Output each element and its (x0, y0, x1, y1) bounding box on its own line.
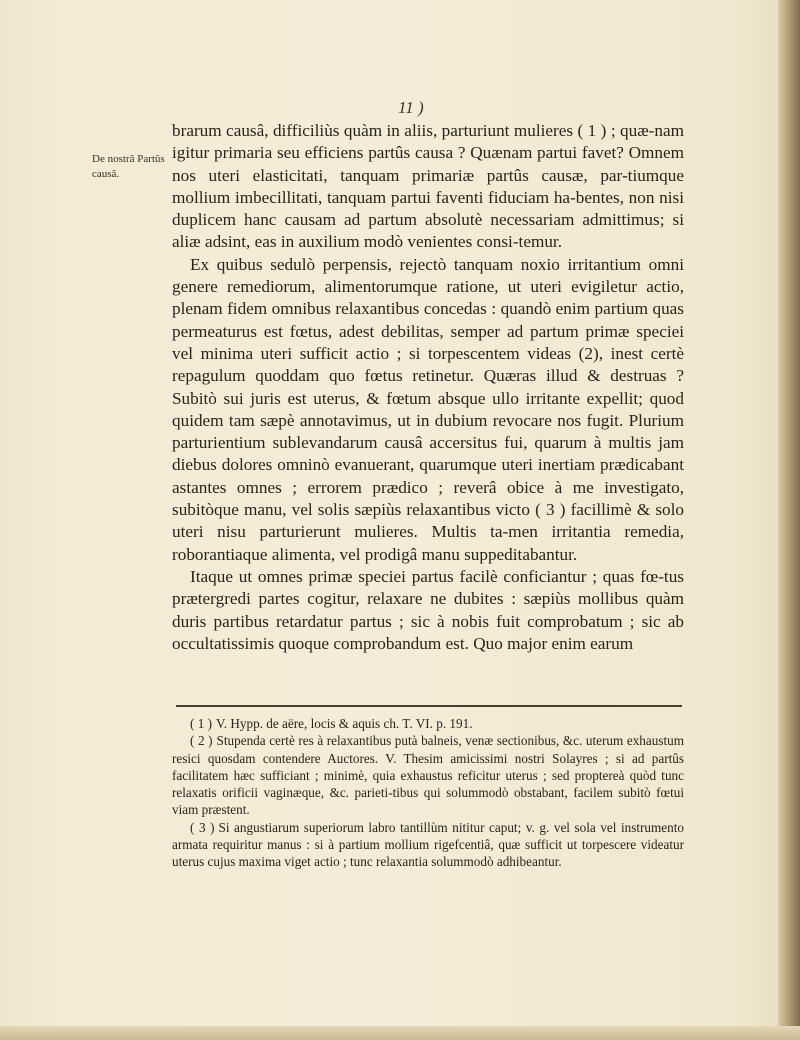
footnote-text: V. Hypp. de aëre, locis & aquis ch. T. VI. p. 191. (215, 716, 473, 731)
footnote-divider (176, 705, 682, 707)
paragraph-3: Itaque ut omnes primæ speciei partus facilè conficiantur ; quas fœ-tus prætergredi partes cogitur, relaxare ne dubites : sæpiùs mollibus quàm duris partibus retardatur partus ; sic à nobis fuit comprobatum ; sic ab occultatissimis quoque comprobandum est. Quo major enim earum (172, 566, 684, 653)
main-text (172, 120, 684, 655)
footnote-text: Stupenda certè res à relaxantibus putà balneis, venæ sectionibus, &c. uterum exhaustum resici quosdam contendere Auctores. V. Thesim amicissimi nostri Solayres ; si ad partûs facilitatem hæc sufficiant ; minimè, quia exhaustus reficitur uterus ; sed proptereà quòd tunc relaxatis orificii vaginæque, &c. parieti-tibus qui solummodò obstabant, facilem subitò fœtui viam præstent. (172, 733, 684, 818)
paragraph-2: Ex quibus sedulò perpensis, rejectò tanquam noxio irritantium omni genere remediorum, alimentorumque ratione, ut uteri evigiletur actio, plenam fidem omnibus relaxantibus concedas : quandò enim partium quas permeaturus est fœtus, adest debilitas, semper ad partum primæ speciei vel minima uteri sufficit actio ; si torpescentem videas (2), inest certè repagulum quoddam quo fœtus retinetur. Quæras illud & destruas ? Subitò sui juris est uterus, & fœtum absque ullo irritante expellit; quod quidem tam sæpè annotavimus, ut in dubium revocare nos fugit. Plurium parturientium sublevandarum causâ accersitus fui, quarum à multis jam diebus dolores omninò evanuerant, quarumque uteri inertiam prædicabant astantes omnes ; errorem prædico ; reverâ obice à me investigato, subitòque manu, vel solis sæpiùs relaxantibus victo ( 3 ) facillimè & solo uteri nisu parturierunt mulieres. Multis ta-men irritantia remedia, roborantiaque alimenta, vel prodigâ manu suppeditabantur. (172, 254, 684, 564)
footnote-2 (172, 732, 684, 818)
footnote-1 (172, 715, 684, 732)
page-edge-right (778, 0, 800, 1040)
margin-note: De nostrâ Partûs causâ. (92, 153, 165, 180)
footnotes (172, 715, 684, 871)
footnote-text: Si angustiarum superiorum labro tantillùm nititur caput; v. g. vel sola vel instrumento armata requiritur manus : si à partium mollium rigefcentiâ, quæ sufficit ut torpescere videatur uterus cujus maxima viget actio ; tunc relaxantia solummodò adhibeantur. (172, 819, 684, 870)
paragraph-1: brarum causâ, difficiliùs quàm in aliis, parturiunt mulieres ( 1 ) ; quæ-nam igitur primaria seu efficiens partûs causa ? Quænam partui favet? Omnem nos uteri elasticitati, tanquam primariæ partûs causæ, par-tiumque mollium imbecillitati, tanquam partui faventi fiduciam ha-bentes, non nisi duplicem hanc causam ad partum absolutè necessariam admittimus; si aliæ adsint, eas in auxilium modò venientes consi-temur. (172, 121, 684, 252)
page-number: 11 ) (398, 98, 424, 117)
footnote-number: ( 3 ) (190, 819, 215, 835)
footnote-number: ( 1 ) (190, 716, 212, 731)
footnote-3 (172, 819, 684, 871)
footnote-number: ( 2 ) (190, 733, 213, 749)
page-edge-bottom (0, 1026, 800, 1040)
